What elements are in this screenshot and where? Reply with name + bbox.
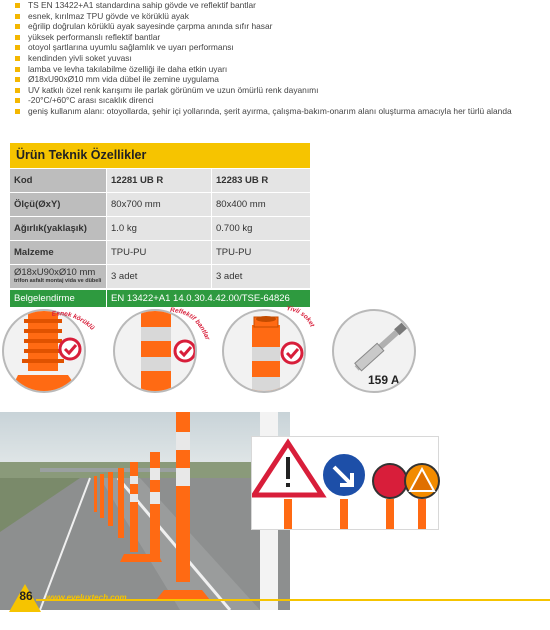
feature-item: TS EN 13422+A1 standardına sahip gövde ve reflektif bantlar — [14, 0, 544, 11]
bullet-icon — [15, 109, 20, 114]
spec-row — [10, 241, 310, 264]
spec-cell: 3 adet — [107, 265, 211, 288]
website-link[interactable]: www.eveluxtech.com — [46, 593, 127, 602]
svg-text:Esnek körüklü ayak — [47, 303, 97, 333]
bellows-label-arc — [50, 308, 100, 338]
spec-row — [10, 217, 310, 240]
spec-cell: Kod — [10, 169, 106, 192]
feature-item: Ø18xU90xØ10 mm vida dübel ile zemine uygulama — [14, 74, 544, 85]
bullet-icon — [15, 77, 20, 82]
feature-item: esnek, kırılmaz TPU gövde ve körüklü ayak — [14, 11, 544, 22]
reflective-label: Reflektif bantlar — [169, 306, 211, 342]
bullet-icon — [15, 14, 20, 19]
spec-cell: Malzeme — [10, 241, 106, 264]
spec-cell: Ağırlık(yaklaşık) — [10, 217, 106, 240]
svg-text:Reflektif bantlar — [170, 307, 211, 342]
anchor-label: Ø18xU90xØ10 mm — [14, 267, 96, 278]
cert-label: Belgelendirme — [10, 290, 106, 307]
bullet-icon — [15, 88, 20, 93]
spec-cell: TPU-PU — [107, 241, 211, 264]
bullet-icon — [15, 56, 20, 61]
road-photo — [0, 412, 290, 610]
accessory-signs-panel — [251, 436, 439, 530]
anchor-sublabel: trifon asfalt montaj vida ve dübeli — [14, 278, 102, 284]
spec-row — [10, 193, 310, 216]
certification-row — [10, 290, 310, 307]
socket-label-arc — [284, 306, 320, 342]
anchor-bolt-detail — [332, 309, 416, 393]
feature-item: geniş kullanım alanı: otoyollarda, şehir içi yollarında, şerit ayırma, çalışma-bakım-onarım alanı oluşturma amacıyla her türlü alanda — [14, 106, 544, 117]
spec-cell: 12283 UB R — [212, 169, 310, 192]
road-scene-image — [0, 412, 290, 610]
feature-item: otoyol şartlarına uyumlu sağlamlık ve uyarı performansı — [14, 42, 544, 53]
reflective-label-arc — [168, 306, 214, 350]
bullet-icon — [15, 45, 20, 50]
feature-list — [14, 0, 544, 117]
spec-cell: 80x700 mm — [107, 193, 211, 216]
feature-item: kendinden yivli soket yuvası — [14, 53, 544, 64]
spec-table — [10, 143, 310, 307]
feature-item: lamba ve levha takılabilme özelliği ile daha etkin uyarı — [14, 64, 544, 75]
spec-cell: 3 adet — [212, 265, 310, 288]
spec-header-row — [10, 169, 310, 192]
bullet-icon — [15, 35, 20, 40]
spec-row-anchor — [10, 265, 310, 288]
feature-item: yüksek performanslı reflektif bantlar — [14, 32, 544, 43]
feature-item: -20°C/+60°C arası sıcaklık direnci — [14, 95, 544, 106]
spec-cell: 80x400 mm — [212, 193, 310, 216]
feature-item: eğrilip doğrulan körüklü ayak sayesinde çarpma anında sıfır hasar — [14, 21, 544, 32]
feature-item: UV katkılı özel renk karışımı ile parlak görünüm ve uzun ömürlü renk dayanımı — [14, 85, 544, 96]
anchor-code: 159 A — [368, 373, 400, 387]
accessory-signs-image — [252, 437, 440, 531]
bellows-label: Esnek körüklü — [51, 310, 96, 332]
spec-cell: Ölçü(ØxY) — [10, 193, 106, 216]
bullet-icon — [15, 3, 20, 8]
spec-cell: TPU-PU — [212, 241, 310, 264]
socket-label: Yivli soket — [285, 305, 316, 329]
bullet-icon — [15, 67, 20, 72]
svg-text:Yivli soket — [286, 305, 316, 329]
bullet-icon — [15, 98, 20, 103]
spec-cell: 1.0 kg — [107, 217, 211, 240]
spec-title: Ürün Teknik Özellikler — [10, 143, 310, 168]
spec-cell — [10, 265, 106, 288]
spec-cell: 12281 UB R — [107, 169, 211, 192]
bullet-icon — [15, 24, 20, 29]
spec-cell: 0.700 kg — [212, 217, 310, 240]
cert-value: EN 13422+A1 14.0.30.4.42.00/TSE-64826 — [107, 290, 310, 307]
page-number: 86 — [19, 589, 33, 603]
